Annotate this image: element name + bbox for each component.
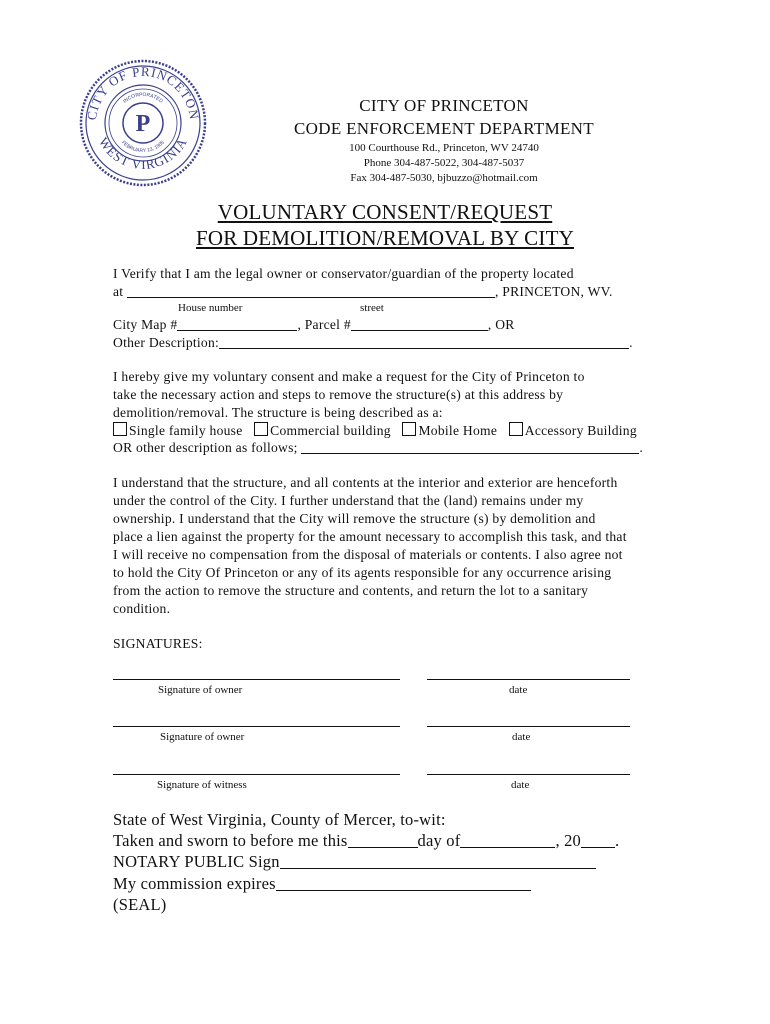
notary-state-line: State of West Virginia, County of Mercer, to-wit:	[113, 810, 446, 829]
owner-signature-line-1[interactable]	[113, 679, 400, 680]
notary-sign-row	[113, 852, 596, 872]
structure-type-options	[113, 422, 637, 439]
property-address-field[interactable]	[127, 284, 495, 298]
other-structure-field[interactable]	[301, 440, 639, 454]
other-description-field[interactable]	[219, 335, 629, 349]
consent-line-1: I hereby give my voluntary consent and make a request for the City of Princeton to	[113, 369, 585, 384]
owner-signature-caption-1: Signature of owner	[158, 684, 243, 696]
mobile-home-checkbox[interactable]	[402, 422, 416, 436]
owner-date-line-2[interactable]	[427, 726, 630, 727]
seal-label: (SEAL)	[113, 895, 167, 914]
commission-label: My commission expires	[113, 874, 276, 893]
form-title-line2: FOR DEMOLITION/REMOVAL BY CITY	[196, 226, 574, 250]
city-map-field[interactable]	[177, 317, 297, 331]
house-number-caption: House number	[178, 302, 243, 314]
understand-line-3: ownership. I understand that the City will remove the structure (s) by demolition and	[113, 511, 596, 526]
commercial-building-checkbox[interactable]	[254, 422, 268, 436]
owner-signature-caption-2: Signature of owner	[160, 731, 245, 743]
understand-line-4: place a lien against the property for the amount necessary to accomplish this task, and that	[113, 529, 627, 544]
understand-line-1: I understand that the structure, and all contents at the interior and exterior are henceforth	[113, 475, 618, 490]
accessory-building-label: Accessory Building	[524, 423, 637, 438]
form-title-line1: VOLUNTARY CONSENT/REQUEST	[217, 200, 553, 224]
witness-signature-line[interactable]	[113, 774, 400, 775]
understand-line-5: I will receive no compensation from the disposal of materials or contents. I also agree not	[113, 547, 623, 562]
accessory-building-checkbox[interactable]	[509, 422, 523, 436]
other-description-label: Other Description:	[113, 335, 220, 350]
single-family-label: Single family house	[129, 423, 243, 438]
notary-sworn-row	[113, 831, 619, 851]
street-caption: street	[360, 302, 384, 314]
single-family-checkbox[interactable]	[113, 422, 127, 436]
owner-date-caption-1: date	[509, 684, 528, 696]
period: .	[629, 335, 633, 350]
understand-line-8: condition.	[113, 601, 171, 616]
witness-signature-caption: Signature of witness	[157, 779, 247, 791]
city-map-label: City Map #	[113, 317, 178, 332]
city-seal-logo	[78, 58, 208, 188]
understand-line-7: from the action to remove the structure and contents, and return the lot to a sanitary	[113, 583, 589, 598]
owner-signature-line-2[interactable]	[113, 726, 400, 727]
other-description-row	[113, 335, 633, 351]
svg-text:INCORPORATED: INCORPORATED	[122, 91, 164, 105]
witness-date-caption: date	[511, 779, 530, 791]
svg-text:P: P	[135, 111, 151, 137]
understand-line-6: to hold the City Of Princeton or any of its agents responsible for any occurrence arising	[113, 565, 612, 580]
period: .	[639, 440, 644, 455]
sworn-day-field[interactable]	[348, 834, 418, 848]
notary-sign-label: NOTARY PUBLIC Sign	[113, 852, 280, 871]
parcel-field[interactable]	[351, 317, 488, 331]
sworn-month-field[interactable]	[460, 834, 555, 848]
mobile-home-label: Mobile Home	[418, 423, 498, 438]
notary-sign-field[interactable]	[280, 855, 596, 869]
header-city: CITY OF PRINCETON	[359, 96, 529, 115]
owner-date-caption-2: date	[512, 731, 531, 743]
header-department: CODE ENFORCEMENT DEPARTMENT	[294, 119, 594, 138]
verify-text: I Verify that I am the legal owner or conservator/guardian of the property located	[113, 266, 574, 281]
svg-text:WEST VIRGINIA: WEST VIRGINIA	[95, 134, 191, 173]
header-phone: Phone 304-487-5022, 304-487-5037	[363, 157, 525, 169]
commission-row	[113, 874, 531, 894]
consent-line-3: demolition/removal. The structure is being described as a:	[113, 405, 443, 420]
header-fax: Fax 304-487-5030, bjbuzzo@hotmail.com	[350, 172, 538, 184]
other-structure-label: OR other description as follows;	[113, 440, 298, 455]
owner-date-line-1[interactable]	[427, 679, 630, 680]
understand-line-2: under the control of the City. I further understand that the (land) remains under my	[113, 493, 584, 508]
signatures-heading: SIGNATURES:	[113, 636, 203, 651]
map-parcel-row	[113, 317, 515, 333]
sworn-label: Taken and sworn to before me this	[113, 831, 348, 850]
parcel-label: , Parcel #	[297, 317, 351, 332]
or-label: , OR	[487, 317, 515, 332]
consent-line-2: take the necessary action and steps to remove the structure(s) at this address by	[113, 387, 564, 402]
svg-text:CITY OF PRINCETON: CITY OF PRINCETON	[83, 63, 203, 122]
header-address: 100 Courthouse Rd., Princeton, WV 24740	[349, 142, 539, 154]
year-label: , 20	[555, 831, 582, 850]
svg-text:FEBRUARY 13, 1905: FEBRUARY 13, 1905	[120, 139, 166, 155]
sworn-year-field[interactable]	[581, 834, 615, 848]
day-of-label: day of	[417, 831, 461, 850]
city-suffix: , PRINCETON, WV.	[494, 284, 613, 299]
address-row	[113, 284, 613, 300]
period: .	[615, 831, 620, 850]
at-label: at	[113, 284, 124, 299]
commercial-building-label: Commercial building	[270, 423, 391, 438]
witness-date-line[interactable]	[427, 774, 630, 775]
other-structure-row	[113, 440, 643, 456]
commission-expires-field[interactable]	[276, 877, 531, 891]
